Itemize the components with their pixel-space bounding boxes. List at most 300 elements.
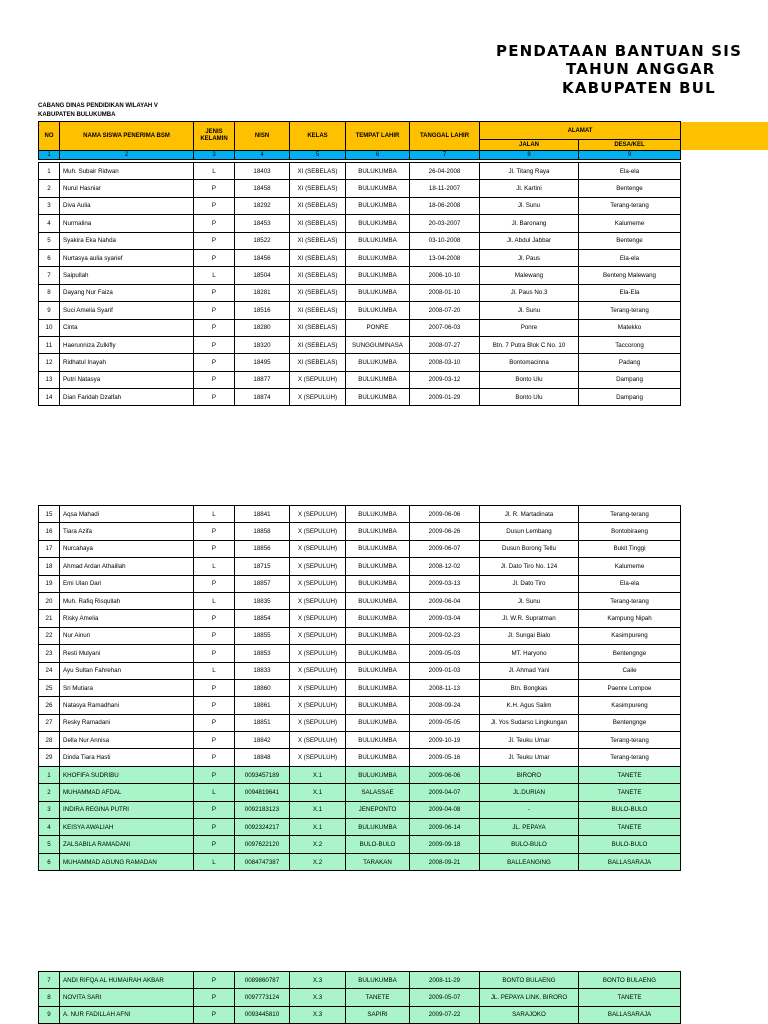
- cell-no[interactable]: 9: [39, 1006, 60, 1023]
- cell-no[interactable]: 12: [39, 354, 60, 371]
- cell-nama[interactable]: A. NUR FADILLAH AFNI: [60, 1006, 194, 1023]
- cell-desa[interactable]: Kasimpureng: [579, 627, 681, 644]
- cell-no[interactable]: 3: [39, 197, 60, 214]
- cell-no[interactable]: 11: [39, 336, 60, 353]
- cell-nisn[interactable]: 0092324217: [235, 819, 290, 836]
- table-row[interactable]: [39, 714, 681, 731]
- cell-tempat-lahir[interactable]: SALASSAE: [346, 784, 410, 801]
- cell-jenis-kelamin[interactable]: P: [194, 354, 235, 371]
- cell-jenis-kelamin[interactable]: P: [194, 766, 235, 783]
- cell-no[interactable]: 28: [39, 732, 60, 749]
- cell-jenis-kelamin[interactable]: P: [194, 523, 235, 540]
- cell-nisn[interactable]: 18851: [235, 714, 290, 731]
- table-row[interactable]: [39, 972, 681, 989]
- cell-jenis-kelamin[interactable]: L: [194, 853, 235, 870]
- cell-no[interactable]: 27: [39, 714, 60, 731]
- table-row[interactable]: [39, 662, 681, 679]
- cell-desa[interactable]: Terang-terang: [579, 592, 681, 609]
- cell-nama[interactable]: MUHAMMAD AFDAL: [60, 784, 194, 801]
- cell-tanggal-lahir[interactable]: 2009-02-23: [410, 627, 480, 644]
- cell-nama[interactable]: KEISYA AWALIAH: [60, 819, 194, 836]
- cell-kelas[interactable]: X (SEPULUH): [290, 558, 346, 575]
- cell-tempat-lahir[interactable]: BULUKUMBA: [346, 540, 410, 557]
- cell-tanggal-lahir[interactable]: 2009-09-18: [410, 836, 480, 853]
- cell-jalan[interactable]: Jl. W.R. Supratman: [480, 610, 579, 627]
- cell-kelas[interactable]: X (SEPULUH): [290, 645, 346, 662]
- table-row[interactable]: [39, 163, 681, 180]
- cell-jenis-kelamin[interactable]: P: [194, 1006, 235, 1023]
- cell-tempat-lahir[interactable]: BULUKUMBA: [346, 284, 410, 301]
- cell-kelas[interactable]: X.3: [290, 972, 346, 989]
- cell-kelas[interactable]: X.3: [290, 989, 346, 1006]
- cell-tempat-lahir[interactable]: BULUKUMBA: [346, 197, 410, 214]
- cell-tempat-lahir[interactable]: BULUKUMBA: [346, 819, 410, 836]
- cell-nama[interactable]: ZALSABILA RAMADANI: [60, 836, 194, 853]
- cell-nisn[interactable]: 18842: [235, 732, 290, 749]
- table-row[interactable]: [39, 523, 681, 540]
- cell-tempat-lahir[interactable]: SAPIRI: [346, 1006, 410, 1023]
- cell-desa[interactable]: TANETE: [579, 989, 681, 1006]
- cell-tanggal-lahir[interactable]: 2009-05-07: [410, 989, 480, 1006]
- table-row[interactable]: [39, 232, 681, 249]
- cell-kelas[interactable]: X (SEPULUH): [290, 506, 346, 523]
- cell-kelas[interactable]: X.2: [290, 836, 346, 853]
- cell-nama[interactable]: Della Nur Annisa: [60, 732, 194, 749]
- cell-jalan[interactable]: Jl. Kartini: [480, 180, 579, 197]
- cell-nama[interactable]: Saipullah: [60, 267, 194, 284]
- cell-nisn[interactable]: 18280: [235, 319, 290, 336]
- cell-tanggal-lahir[interactable]: 2009-01-29: [410, 389, 480, 406]
- cell-nama[interactable]: Dayang Nur Faiza: [60, 284, 194, 301]
- cell-desa[interactable]: BULO-BULO: [579, 801, 681, 818]
- cell-tanggal-lahir[interactable]: 2009-06-06: [410, 506, 480, 523]
- cell-jenis-kelamin[interactable]: P: [194, 819, 235, 836]
- cell-kelas[interactable]: X.1: [290, 784, 346, 801]
- cell-nama[interactable]: Ridhatul Inayah: [60, 354, 194, 371]
- cell-jenis-kelamin[interactable]: P: [194, 801, 235, 818]
- cell-desa[interactable]: Benteng Malewang: [579, 267, 681, 284]
- cell-no[interactable]: 17: [39, 540, 60, 557]
- cell-desa[interactable]: Bentenge: [579, 232, 681, 249]
- cell-tempat-lahir[interactable]: BULUKUMBA: [346, 697, 410, 714]
- cell-tempat-lahir[interactable]: BULUKUMBA: [346, 523, 410, 540]
- cell-jalan[interactable]: Jl. Baronang: [480, 215, 579, 232]
- cell-jalan[interactable]: Btn. 7 Putra Blok C No. 10: [480, 336, 579, 353]
- cell-jenis-kelamin[interactable]: L: [194, 267, 235, 284]
- table-row[interactable]: [39, 645, 681, 662]
- cell-nisn[interactable]: 18504: [235, 267, 290, 284]
- table-row[interactable]: [39, 592, 681, 609]
- table-row[interactable]: [39, 575, 681, 592]
- table-row[interactable]: [39, 371, 681, 388]
- cell-desa[interactable]: Kalumeme: [579, 215, 681, 232]
- cell-kelas[interactable]: XI (SEBELAS): [290, 215, 346, 232]
- cell-desa[interactable]: Bentengnge: [579, 714, 681, 731]
- cell-nisn[interactable]: 0097773124: [235, 989, 290, 1006]
- cell-nisn[interactable]: 18495: [235, 354, 290, 371]
- cell-tanggal-lahir[interactable]: 2009-03-04: [410, 610, 480, 627]
- cell-no[interactable]: 14: [39, 389, 60, 406]
- cell-jalan[interactable]: JL. PEPAYA LINK. BIRORO: [480, 989, 579, 1006]
- cell-jenis-kelamin[interactable]: P: [194, 540, 235, 557]
- header-nisn[interactable]: NISN: [235, 122, 290, 151]
- cell-jalan[interactable]: Btn. Bongkas: [480, 679, 579, 696]
- cell-jalan[interactable]: Jl. Sunu: [480, 302, 579, 319]
- cell-desa[interactable]: Matekko: [579, 319, 681, 336]
- cell-tanggal-lahir[interactable]: 2009-06-14: [410, 819, 480, 836]
- cell-jalan[interactable]: SARAJOKO: [480, 1006, 579, 1023]
- cell-desa[interactable]: Ela-ela: [579, 575, 681, 592]
- table-row[interactable]: [39, 319, 681, 336]
- cell-nisn[interactable]: 18874: [235, 389, 290, 406]
- cell-desa[interactable]: Paenre Lompoe: [579, 679, 681, 696]
- cell-nama[interactable]: Nur Ainun: [60, 627, 194, 644]
- header-desa[interactable]: DESA/KEL: [579, 140, 681, 151]
- cell-desa[interactable]: Dampang: [579, 371, 681, 388]
- cell-tanggal-lahir[interactable]: 2008-07-20: [410, 302, 480, 319]
- cell-jalan[interactable]: Jl. Ahmad Yani: [480, 662, 579, 679]
- header-tempat-lahir[interactable]: TEMPAT LAHIR: [346, 122, 410, 151]
- cell-nisn[interactable]: 18835: [235, 592, 290, 609]
- cell-no[interactable]: 25: [39, 679, 60, 696]
- cell-jalan[interactable]: Jl. R. Martadinata: [480, 506, 579, 523]
- cell-nisn[interactable]: 18841: [235, 506, 290, 523]
- cell-desa[interactable]: Ela-ela: [579, 163, 681, 180]
- cell-kelas[interactable]: X (SEPULUH): [290, 371, 346, 388]
- table-row[interactable]: [39, 354, 681, 371]
- cell-nama[interactable]: Nurmalina: [60, 215, 194, 232]
- cell-no[interactable]: 16: [39, 523, 60, 540]
- cell-nama[interactable]: Sri Mutiara: [60, 679, 194, 696]
- table-row[interactable]: [39, 627, 681, 644]
- cell-jalan[interactable]: Jl. Dato Tiro: [480, 575, 579, 592]
- cell-tanggal-lahir[interactable]: 18-11-2007: [410, 180, 480, 197]
- cell-tempat-lahir[interactable]: SUNGGUMINASA: [346, 336, 410, 353]
- cell-desa[interactable]: BONTO BULAENG: [579, 972, 681, 989]
- cell-tanggal-lahir[interactable]: 13-04-2008: [410, 249, 480, 266]
- cell-tempat-lahir[interactable]: JENEPONTO: [346, 801, 410, 818]
- cell-tempat-lahir[interactable]: BULUKUMBA: [346, 215, 410, 232]
- cell-desa[interactable]: Ela-ela: [579, 249, 681, 266]
- cell-jenis-kelamin[interactable]: P: [194, 284, 235, 301]
- cell-tanggal-lahir[interactable]: 2009-05-16: [410, 749, 480, 766]
- cell-no[interactable]: 15: [39, 506, 60, 523]
- cell-kelas[interactable]: X.3: [290, 1006, 346, 1023]
- cell-nama[interactable]: Putri Natasya: [60, 371, 194, 388]
- cell-kelas[interactable]: XI (SEBELAS): [290, 267, 346, 284]
- cell-kelas[interactable]: X (SEPULUH): [290, 679, 346, 696]
- cell-no[interactable]: 7: [39, 267, 60, 284]
- cell-nama[interactable]: Dinda Tiara Hasti: [60, 749, 194, 766]
- cell-desa[interactable]: Bentenge: [579, 180, 681, 197]
- header-kelas[interactable]: KELAS: [290, 122, 346, 151]
- cell-jalan[interactable]: JL.DURIAN: [480, 784, 579, 801]
- cell-tanggal-lahir[interactable]: 03-10-2008: [410, 232, 480, 249]
- cell-jenis-kelamin[interactable]: L: [194, 558, 235, 575]
- table-row[interactable]: [39, 679, 681, 696]
- cell-jalan[interactable]: BIRORO: [480, 766, 579, 783]
- cell-tanggal-lahir[interactable]: 2006-10-10: [410, 267, 480, 284]
- cell-jenis-kelamin[interactable]: P: [194, 714, 235, 731]
- cell-tempat-lahir[interactable]: BULUKUMBA: [346, 180, 410, 197]
- cell-kelas[interactable]: X (SEPULUH): [290, 523, 346, 540]
- cell-no[interactable]: 19: [39, 575, 60, 592]
- cell-kelas[interactable]: XI (SEBELAS): [290, 319, 346, 336]
- cell-jenis-kelamin[interactable]: P: [194, 732, 235, 749]
- table-row[interactable]: [39, 836, 681, 853]
- cell-no[interactable]: 1: [39, 163, 60, 180]
- cell-jalan[interactable]: Malewang: [480, 267, 579, 284]
- cell-kelas[interactable]: X (SEPULUH): [290, 592, 346, 609]
- cell-jalan[interactable]: Jl. Teuku Umar: [480, 732, 579, 749]
- cell-no[interactable]: 8: [39, 989, 60, 1006]
- cell-kelas[interactable]: X (SEPULUH): [290, 575, 346, 592]
- cell-jenis-kelamin[interactable]: P: [194, 197, 235, 214]
- table-row[interactable]: [39, 766, 681, 783]
- cell-kelas[interactable]: XI (SEBELAS): [290, 163, 346, 180]
- cell-no[interactable]: 8: [39, 284, 60, 301]
- cell-nama[interactable]: Nurtasya aulia syarief: [60, 249, 194, 266]
- table-row[interactable]: [39, 732, 681, 749]
- cell-no[interactable]: 29: [39, 749, 60, 766]
- cell-tempat-lahir[interactable]: PONRE: [346, 319, 410, 336]
- cell-nama[interactable]: NOVITA SARI: [60, 989, 194, 1006]
- cell-desa[interactable]: Taccorong: [579, 336, 681, 353]
- cell-tempat-lahir[interactable]: BULUKUMBA: [346, 645, 410, 662]
- table-row[interactable]: [39, 697, 681, 714]
- cell-nama[interactable]: Resti Mulyani: [60, 645, 194, 662]
- header-jalan[interactable]: JALAN: [480, 140, 579, 151]
- cell-nama[interactable]: Nurcahaya: [60, 540, 194, 557]
- cell-kelas[interactable]: XI (SEBELAS): [290, 197, 346, 214]
- cell-no[interactable]: 4: [39, 819, 60, 836]
- cell-tempat-lahir[interactable]: BULUKUMBA: [346, 302, 410, 319]
- cell-nisn[interactable]: 18281: [235, 284, 290, 301]
- cell-nama[interactable]: Cinta: [60, 319, 194, 336]
- cell-tempat-lahir[interactable]: TANETE: [346, 989, 410, 1006]
- cell-tanggal-lahir[interactable]: 2009-06-04: [410, 592, 480, 609]
- cell-jenis-kelamin[interactable]: P: [194, 302, 235, 319]
- cell-kelas[interactable]: X (SEPULUH): [290, 732, 346, 749]
- cell-jenis-kelamin[interactable]: P: [194, 575, 235, 592]
- cell-jalan[interactable]: Jl. Titang Raya: [480, 163, 579, 180]
- cell-desa[interactable]: Padang: [579, 354, 681, 371]
- cell-jalan[interactable]: BONTO BULAENG: [480, 972, 579, 989]
- cell-nama[interactable]: Resky Ramadani: [60, 714, 194, 731]
- cell-kelas[interactable]: X.1: [290, 801, 346, 818]
- cell-jalan[interactable]: BULO-BULO: [480, 836, 579, 853]
- cell-kelas[interactable]: X (SEPULUH): [290, 662, 346, 679]
- cell-jenis-kelamin[interactable]: P: [194, 989, 235, 1006]
- cell-jenis-kelamin[interactable]: P: [194, 232, 235, 249]
- cell-jalan[interactable]: Bontomacinna: [480, 354, 579, 371]
- cell-kelas[interactable]: XI (SEBELAS): [290, 249, 346, 266]
- table-row[interactable]: [39, 249, 681, 266]
- cell-nisn[interactable]: 18854: [235, 610, 290, 627]
- cell-nisn[interactable]: 18292: [235, 197, 290, 214]
- cell-nama[interactable]: Diva Aulia: [60, 197, 194, 214]
- cell-jalan[interactable]: Jl. Dato Tiro No. 124: [480, 558, 579, 575]
- cell-tempat-lahir[interactable]: BULUKUMBA: [346, 506, 410, 523]
- cell-nama[interactable]: Risky Amelia: [60, 610, 194, 627]
- cell-no[interactable]: 4: [39, 215, 60, 232]
- cell-jenis-kelamin[interactable]: P: [194, 697, 235, 714]
- cell-tempat-lahir[interactable]: BULO-BULO: [346, 836, 410, 853]
- cell-tanggal-lahir[interactable]: 2008-01-10: [410, 284, 480, 301]
- cell-tempat-lahir[interactable]: BULUKUMBA: [346, 627, 410, 644]
- cell-desa[interactable]: Terang-terang: [579, 302, 681, 319]
- cell-desa[interactable]: TANETE: [579, 784, 681, 801]
- cell-nisn[interactable]: 18855: [235, 627, 290, 644]
- cell-nama[interactable]: Muh. Rafiq Risqullah: [60, 592, 194, 609]
- cell-nama[interactable]: Syakira Eka Nahda: [60, 232, 194, 249]
- cell-jalan[interactable]: BALLEANGING: [480, 853, 579, 870]
- table-row[interactable]: [39, 819, 681, 836]
- table-row[interactable]: [39, 506, 681, 523]
- cell-tanggal-lahir[interactable]: 2008-07-27: [410, 336, 480, 353]
- cell-no[interactable]: 13: [39, 371, 60, 388]
- cell-nisn[interactable]: 18522: [235, 232, 290, 249]
- cell-jalan[interactable]: Bonto Ulu: [480, 371, 579, 388]
- cell-jalan[interactable]: -: [480, 801, 579, 818]
- cell-tanggal-lahir[interactable]: 2008-11-29: [410, 972, 480, 989]
- header-nama[interactable]: NAMA SISWA PENERIMA BSM: [60, 122, 194, 151]
- cell-desa[interactable]: Kasimpureng: [579, 697, 681, 714]
- table-row[interactable]: [39, 558, 681, 575]
- cell-nisn[interactable]: 0094819641: [235, 784, 290, 801]
- cell-no[interactable]: 6: [39, 249, 60, 266]
- cell-desa[interactable]: Bukit Tinggi: [579, 540, 681, 557]
- cell-tanggal-lahir[interactable]: 2009-10-19: [410, 732, 480, 749]
- cell-jenis-kelamin[interactable]: L: [194, 662, 235, 679]
- cell-tempat-lahir[interactable]: BULUKUMBA: [346, 766, 410, 783]
- cell-desa[interactable]: Kampung Nipah: [579, 610, 681, 627]
- cell-no[interactable]: 5: [39, 836, 60, 853]
- cell-no[interactable]: 23: [39, 645, 60, 662]
- cell-tanggal-lahir[interactable]: 20-03-2007: [410, 215, 480, 232]
- cell-kelas[interactable]: X (SEPULUH): [290, 389, 346, 406]
- cell-nama[interactable]: KHOFIFA SUDRIBU: [60, 766, 194, 783]
- cell-jalan[interactable]: Dusun Borong Tellu: [480, 540, 579, 557]
- cell-tanggal-lahir[interactable]: 2009-06-07: [410, 540, 480, 557]
- cell-kelas[interactable]: XI (SEBELAS): [290, 336, 346, 353]
- cell-no[interactable]: 7: [39, 972, 60, 989]
- cell-nisn[interactable]: 18858: [235, 523, 290, 540]
- cell-tanggal-lahir[interactable]: 26-04-2008: [410, 163, 480, 180]
- cell-nama[interactable]: Ayu Sultan Fahrehan: [60, 662, 194, 679]
- cell-kelas[interactable]: X (SEPULUH): [290, 627, 346, 644]
- cell-nisn[interactable]: 18833: [235, 662, 290, 679]
- cell-jalan[interactable]: Jl. Sungai Bialo: [480, 627, 579, 644]
- cell-nisn[interactable]: 18860: [235, 679, 290, 696]
- cell-no[interactable]: 5: [39, 232, 60, 249]
- cell-nisn[interactable]: 18853: [235, 645, 290, 662]
- cell-no[interactable]: 24: [39, 662, 60, 679]
- cell-no[interactable]: 18: [39, 558, 60, 575]
- cell-jalan[interactable]: Jl. Sunu: [480, 592, 579, 609]
- cell-desa[interactable]: Terang-terang: [579, 749, 681, 766]
- cell-desa[interactable]: Ela-Ela: [579, 284, 681, 301]
- cell-tanggal-lahir[interactable]: 2009-05-03: [410, 645, 480, 662]
- cell-nama[interactable]: Suci Amelia Syarif: [60, 302, 194, 319]
- cell-tanggal-lahir[interactable]: 18-06-2008: [410, 197, 480, 214]
- cell-tanggal-lahir[interactable]: 2008-09-24: [410, 697, 480, 714]
- cell-nisn[interactable]: 18320: [235, 336, 290, 353]
- table-row[interactable]: [39, 389, 681, 406]
- cell-kelas[interactable]: XI (SEBELAS): [290, 232, 346, 249]
- cell-tanggal-lahir[interactable]: 2009-04-07: [410, 784, 480, 801]
- cell-tempat-lahir[interactable]: BULUKUMBA: [346, 575, 410, 592]
- cell-jenis-kelamin[interactable]: P: [194, 215, 235, 232]
- cell-tempat-lahir[interactable]: BULUKUMBA: [346, 558, 410, 575]
- cell-desa[interactable]: Bentengnge: [579, 645, 681, 662]
- cell-nisn[interactable]: 0092183123: [235, 801, 290, 818]
- cell-kelas[interactable]: XI (SEBELAS): [290, 180, 346, 197]
- cell-jenis-kelamin[interactable]: P: [194, 319, 235, 336]
- cell-jalan[interactable]: Jl. Paus No.3: [480, 284, 579, 301]
- cell-tanggal-lahir[interactable]: 2008-09-21: [410, 853, 480, 870]
- cell-jenis-kelamin[interactable]: P: [194, 645, 235, 662]
- cell-desa[interactable]: TANETE: [579, 819, 681, 836]
- table-row[interactable]: [39, 197, 681, 214]
- table-row[interactable]: [39, 540, 681, 557]
- cell-jenis-kelamin[interactable]: L: [194, 784, 235, 801]
- cell-tempat-lahir[interactable]: BULUKUMBA: [346, 592, 410, 609]
- cell-jalan[interactable]: Jl. Paus: [480, 249, 579, 266]
- cell-jalan[interactable]: JL. PEPAYA: [480, 819, 579, 836]
- cell-tempat-lahir[interactable]: BULUKUMBA: [346, 354, 410, 371]
- cell-jenis-kelamin[interactable]: P: [194, 180, 235, 197]
- cell-kelas[interactable]: XI (SEBELAS): [290, 302, 346, 319]
- cell-desa[interactable]: Terang-terang: [579, 197, 681, 214]
- header-alamat[interactable]: ALAMAT: [480, 122, 681, 140]
- cell-nisn[interactable]: 0097622120: [235, 836, 290, 853]
- cell-tempat-lahir[interactable]: BULUKUMBA: [346, 232, 410, 249]
- cell-tempat-lahir[interactable]: TARAKAN: [346, 853, 410, 870]
- cell-jenis-kelamin[interactable]: P: [194, 610, 235, 627]
- cell-no[interactable]: 26: [39, 697, 60, 714]
- cell-nama[interactable]: Haerunniza Zulkifly: [60, 336, 194, 353]
- cell-kelas[interactable]: X.1: [290, 819, 346, 836]
- cell-tempat-lahir[interactable]: BULUKUMBA: [346, 972, 410, 989]
- cell-tanggal-lahir[interactable]: 2009-03-12: [410, 371, 480, 388]
- cell-kelas[interactable]: X (SEPULUH): [290, 610, 346, 627]
- table-row[interactable]: [39, 801, 681, 818]
- cell-tempat-lahir[interactable]: BULUKUMBA: [346, 679, 410, 696]
- cell-kelas[interactable]: X (SEPULUH): [290, 697, 346, 714]
- cell-jalan[interactable]: Jl. Yos Sudarso Lingkungan: [480, 714, 579, 731]
- cell-tanggal-lahir[interactable]: 2007-06-03: [410, 319, 480, 336]
- cell-tanggal-lahir[interactable]: 2008-12-02: [410, 558, 480, 575]
- cell-nama[interactable]: MUHAMMAD AGUNG RAMADAN: [60, 853, 194, 870]
- cell-tanggal-lahir[interactable]: 2009-06-06: [410, 766, 480, 783]
- cell-tanggal-lahir[interactable]: 2009-07-22: [410, 1006, 480, 1023]
- cell-jalan[interactable]: Dusun Lembang: [480, 523, 579, 540]
- cell-desa[interactable]: Terang-terang: [579, 732, 681, 749]
- cell-jalan[interactable]: Jl. Abdul Jabbar: [480, 232, 579, 249]
- cell-no[interactable]: 21: [39, 610, 60, 627]
- cell-desa[interactable]: TANETE: [579, 766, 681, 783]
- cell-jenis-kelamin[interactable]: P: [194, 627, 235, 644]
- table-row[interactable]: [39, 784, 681, 801]
- cell-jenis-kelamin[interactable]: L: [194, 592, 235, 609]
- cell-nama[interactable]: Aqsa Mahadi: [60, 506, 194, 523]
- header-no[interactable]: NO: [39, 122, 60, 151]
- cell-nisn[interactable]: 18458: [235, 180, 290, 197]
- cell-kelas[interactable]: X (SEPULUH): [290, 714, 346, 731]
- cell-no[interactable]: 6: [39, 853, 60, 870]
- cell-nama[interactable]: Emi Ulan Dari: [60, 575, 194, 592]
